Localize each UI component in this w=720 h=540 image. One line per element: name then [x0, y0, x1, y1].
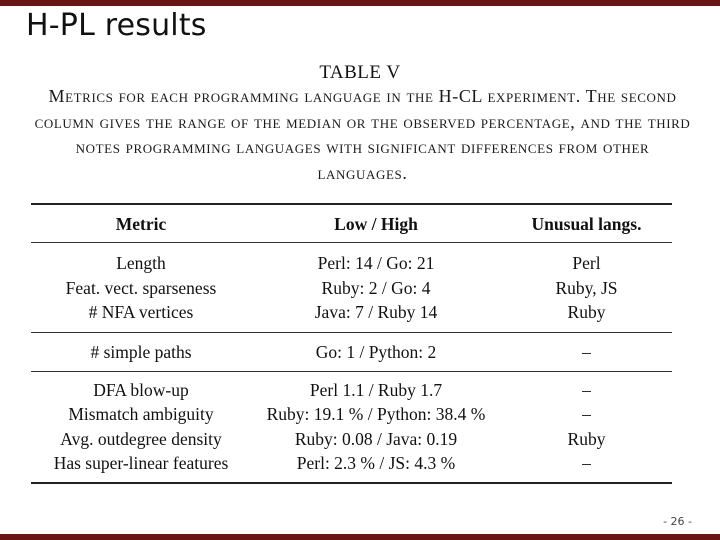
cell-metric: Feat. vect. sparseness [65, 277, 217, 298]
cell-unusual: – [582, 404, 591, 425]
table-row [31, 242, 672, 276]
table-row [31, 276, 672, 301]
cell-unusual: – [582, 453, 591, 474]
cell-range: Perl: 2.3 % / JS: 4.3 % [296, 453, 456, 474]
cell-range: Ruby: 0.08 / Java: 0.19 [294, 428, 458, 449]
table-group [31, 242, 672, 333]
cell-metric: Mismatch ambiguity [68, 404, 214, 425]
table-group [31, 333, 672, 372]
table-caption: Metrics for each programming language in the H-CL experiment. The second column gives the range of the median or the observed percentage, and the third notes programming languages with significant differences from other languages. [34, 86, 691, 183]
table-group [31, 372, 672, 484]
table-row [31, 333, 672, 372]
table-row [31, 403, 672, 428]
table-heading: TABLE V [319, 62, 401, 83]
cell-unusual: Ruby [567, 428, 606, 449]
top-accent-bar [0, 0, 720, 6]
cell-metric: Length [116, 253, 166, 274]
cell-unusual: Ruby, JS [555, 277, 618, 298]
cell-range: Go: 1 / Python: 2 [315, 341, 437, 362]
slide-title: H-PL results [26, 8, 207, 43]
cell-range: Perl: 14 / Go: 21 [317, 253, 435, 274]
cell-range: Ruby: 2 / Go: 4 [321, 277, 431, 298]
column-header-low-high: Low / High [334, 213, 418, 234]
cell-unusual: Perl [572, 253, 601, 274]
cell-range: Java: 7 / Ruby 14 [314, 302, 438, 323]
table-row [31, 301, 672, 333]
column-header-unusual-langs: Unusual langs. [531, 213, 642, 234]
table-row [31, 427, 672, 452]
cell-unusual: – [582, 341, 591, 362]
cell-range: Ruby: 19.1 % / Python: 38.4 % [266, 404, 486, 425]
table-row [31, 452, 672, 484]
cell-metric: Has super-linear features [53, 453, 229, 474]
table-header-row [31, 204, 672, 242]
cell-unusual: – [582, 379, 591, 400]
cell-metric: # simple paths [90, 341, 192, 362]
cell-unusual: Ruby [567, 302, 606, 323]
table-row [31, 372, 672, 403]
cell-metric: DFA blow-up [93, 379, 189, 400]
page-number: - 26 - [663, 515, 692, 528]
column-header-metric: Metric [115, 213, 167, 234]
cell-metric: # NFA vertices [88, 302, 194, 323]
cell-metric: Avg. outdegree density [60, 428, 222, 449]
bottom-accent-bar [0, 534, 720, 540]
cell-range: Perl 1.1 / Ruby 1.7 [309, 379, 443, 400]
metrics-table [31, 203, 672, 484]
